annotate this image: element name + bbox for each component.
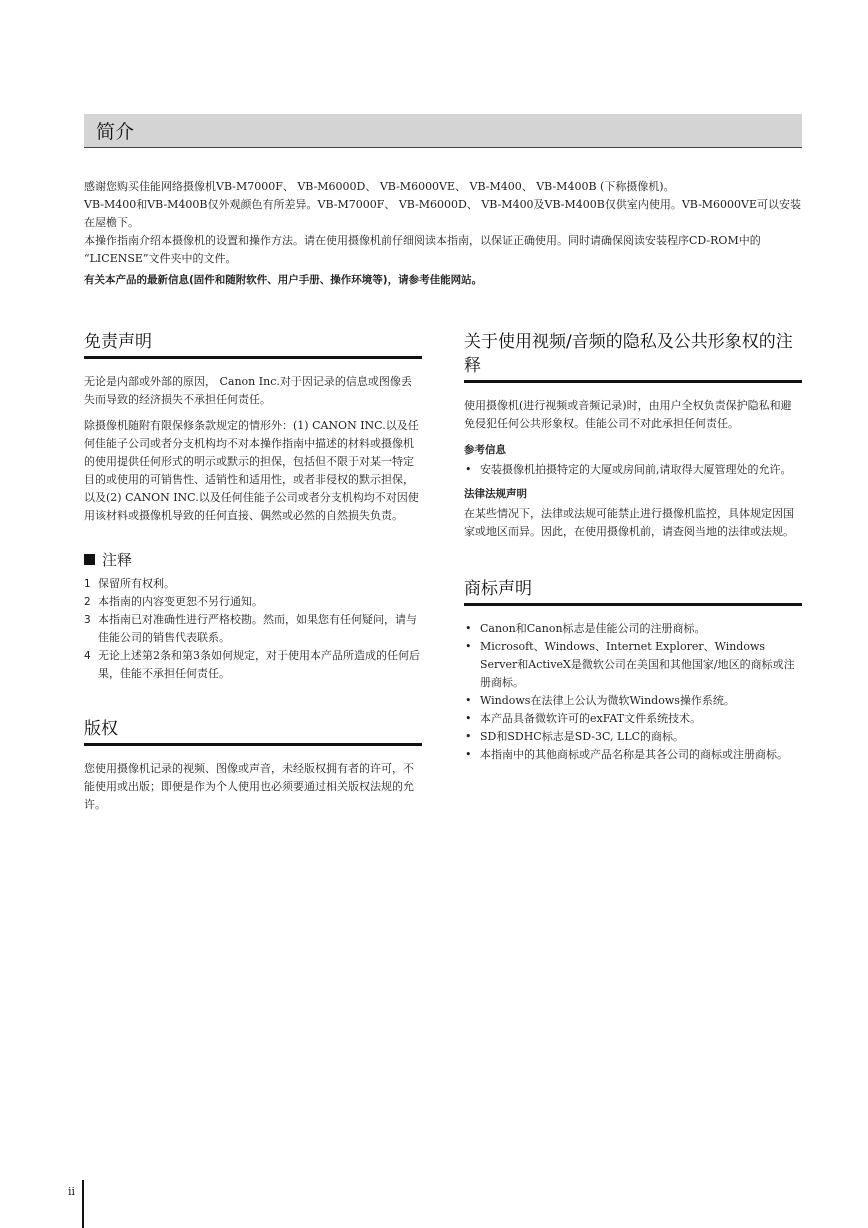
list-item (84, 647, 422, 683)
copyright-paragraph: 您使用摄像机记录的视频、图像或声音，未经版权拥有者的许可，不能使用或出版；即便是作为个人使用也必须要通过相关版权法规的允许。 (84, 762, 414, 811)
list-item: • SD和SDHC标志是SD-3C, LLC的商标。 (464, 728, 802, 746)
list-item: • Windows在法律上公认为微软Windows操作系统。 (464, 692, 802, 710)
note-text: 保留所有权利。 (98, 577, 175, 590)
copyright-heading: 版权 (84, 717, 422, 746)
intro-paragraph-1: 感谢您购买佳能网络摄像机VB-M7000F、 VB-M6000D、 VB-M6000VE、 VB-M400、 VB-M400B (下称摄像机)。 (84, 180, 675, 193)
note-number: 1 (84, 578, 91, 590)
list-item: • 本产品具备微软许可的exFAT文件系统技术。 (464, 710, 802, 728)
intro-website-note: 有关本产品的最新信息(固件和随附软件、用户手册、操作环境等)，请参考佳能网站。 (84, 274, 483, 286)
note-number: 4 (84, 650, 91, 662)
note-text: 本指南的内容变更恕不另行通知。 (98, 595, 263, 608)
law-paragraph: 在某些情况下，法律或法规可能禁止进行摄像机监控，具体规定因国家或地区而异。因此，在使用摄像机前，请查阅当地的法律或法规。 (464, 507, 794, 538)
left-column (84, 330, 422, 822)
disclaimer-heading: 免责声明 (84, 330, 422, 359)
disclaimer-paragraph-1: 无论是内部或外部的原因， Canon Inc.对于因记录的信息或图像丢失而导致的经济损失不承担任何责任。 (84, 375, 412, 406)
privacy-paragraph: 使用摄像机(进行视频或音频记录)时，由用户全权负责保护隐私和避免侵犯任何公共形象权。佳能公司不对此承担任何责任。 (464, 399, 792, 430)
list-item (84, 611, 422, 647)
notes-heading-label: 注释 (102, 551, 133, 569)
trademark-list (464, 620, 802, 764)
page-number: ii (68, 1185, 76, 1198)
note-text: 本指南已对准确性进行严格校勘。然而，如果您有任何疑问，请与佳能公司的销售代表联系。 (98, 613, 417, 644)
note-number: 3 (84, 614, 91, 626)
square-bullet-icon (84, 554, 95, 565)
disclaimer-paragraph-2: 除摄像机随附有限保修条款规定的情形外：(1) CANON INC.以及任何佳能子公司或者分支机构均不对本操作指南中描述的材料或摄像机的使用提供任何形式的明示或默示的担保，包括但不限于对某一特定目的或使用的可销售性、适销性和适用性，或者非侵权的默示担保，以及(2) CANON INC.以及任何佳能子公司或者分支机构均不对因使用该材料或摄像机导致的任何直接、偶然或必然的自然损失负责。 (84, 419, 419, 522)
page-title: 简介 (96, 121, 135, 143)
privacy-heading: 关于使用视频/音频的隐私及公共形象权的注释 (464, 330, 802, 383)
list-item: • Microsoft、Windows、Internet Explorer、Windows Server和ActiveX是微软公司在美国和其他国家/地区的商标或注册商标。 (464, 638, 802, 692)
list-item: • 安装摄像机拍摄特定的大厦或房间前,请取得大厦管理处的允许。 (464, 461, 802, 479)
right-column (464, 330, 802, 764)
notes-heading (84, 551, 422, 569)
page-number-rule (82, 1180, 84, 1228)
law-heading: 法律法规声明 (464, 488, 527, 500)
note-number: 2 (84, 596, 91, 608)
list-item: • Canon和Canon标志是佳能公司的注册商标。 (464, 620, 802, 638)
page-title-bar (84, 114, 802, 148)
notes-list (84, 575, 422, 683)
trademark-heading: 商标声明 (464, 577, 802, 606)
intro-paragraph-2: VB-M400和VB-M400B仅外观颜色有所差异。VB-M7000F、 VB-M6000D、 VB-M400及VB-M400B仅供室内使用。VB-M6000VE可以安装在屋檐下。 (84, 198, 802, 229)
intro-section (84, 178, 802, 289)
list-item (84, 593, 422, 611)
list-item (84, 575, 422, 593)
list-item: • 本指南中的其他商标或产品名称是其各公司的商标或注册商标。 (464, 746, 802, 764)
reference-heading: 参考信息 (464, 444, 506, 456)
intro-paragraph-3: 本操作指南介绍本摄像机的设置和操作方法。请在使用摄像机前仔细阅读本指南，以保证正确使用。同时请确保阅读安装程序CD-ROM中的 “LICENSE”文件夹中的文件。 (84, 234, 761, 265)
note-text: 无论上述第2条和第3条如何规定，对于使用本产品所造成的任何后果，佳能不承担任何责任。 (98, 649, 420, 680)
reference-list (464, 461, 802, 479)
